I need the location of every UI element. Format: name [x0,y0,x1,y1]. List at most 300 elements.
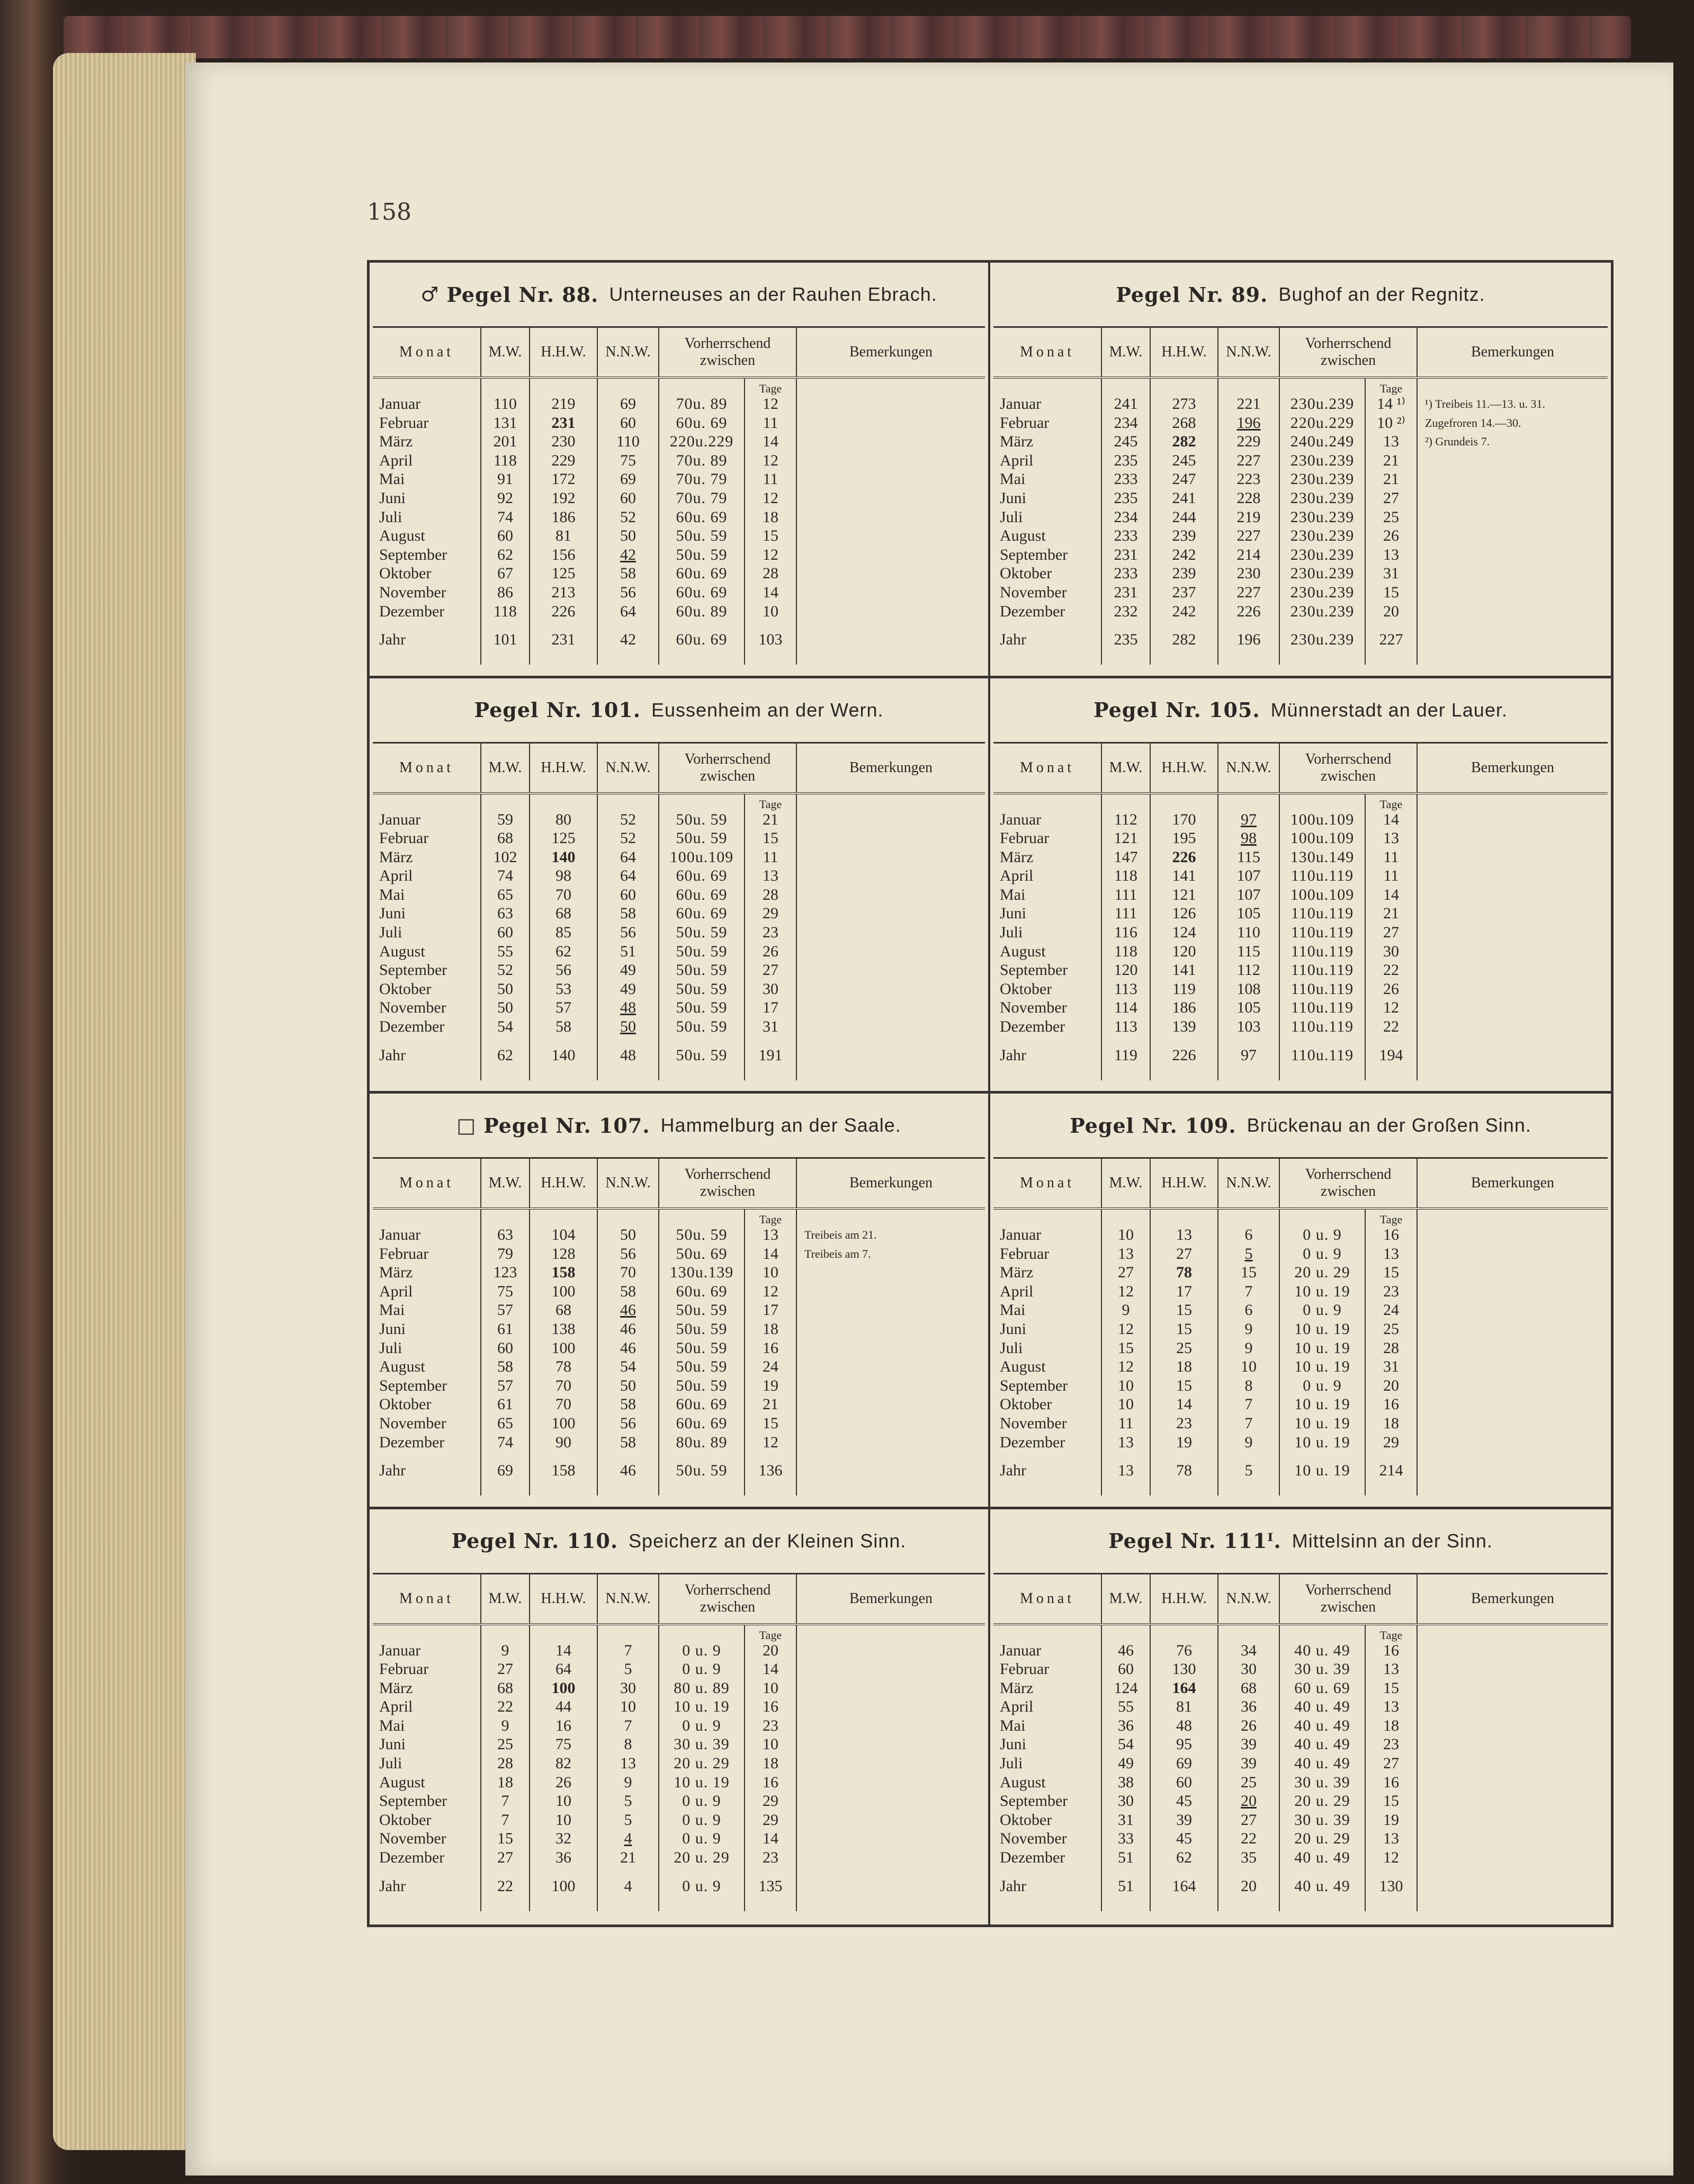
tage-subheader: Tage [759,1213,782,1226]
nnw-value: 58 [620,1433,636,1451]
hhw-column [1151,1210,1218,1496]
zwischen-value: 60u. 69 [676,867,728,885]
mw-column [481,1210,530,1496]
mw-column [481,1625,530,1911]
mw-value: 113 [1114,980,1137,998]
nnw-value: 64 [620,848,636,866]
nnw-value: 49 [620,961,636,979]
tage-value: 20 [1383,602,1399,620]
zwischen-value: 70u. 79 [676,489,728,507]
remarks-column [797,794,985,1080]
month-label: November [1000,999,1067,1017]
zwischen-value: 30 u. 39 [1294,1773,1350,1791]
tage-column [745,1625,797,1911]
hhw-value: 15 [1176,1301,1192,1319]
month-label: November [379,1830,446,1848]
tage-value: 16 [1383,1641,1399,1659]
month-label: Juli [1000,508,1023,526]
mw-value: 22 [497,1698,513,1716]
hhw-value: 14 [555,1641,571,1659]
zwischen-column [1280,1210,1366,1496]
month-label: April [379,867,413,885]
tage-value: 12 [763,1433,778,1451]
year-mw-value: 62 [497,1046,513,1064]
tage-value: 23 [1383,1735,1399,1753]
nnw-value: 115 [1237,942,1260,960]
nnw-value: 52 [620,810,636,828]
col-mw-header: M.W. [481,328,530,377]
zwischen-column [1280,379,1366,665]
nnw-value: 60 [620,489,636,507]
tage-value: 10 [763,602,778,620]
zwischen-value: 230u.239 [1290,489,1355,507]
month-label: März [379,433,413,451]
nnw-value: 52 [620,508,636,526]
hhw-value: 14 [1176,1395,1192,1413]
zwischen-value: 50u. 59 [676,924,728,942]
gauge-data-body [993,1210,1608,1496]
nnw-value: 6 [1244,1226,1253,1243]
tage-value: 18 [1383,1716,1399,1734]
zwischen-value: 40 u. 49 [1294,1755,1350,1773]
zwischen-column [659,794,745,1080]
nnw-value: 228 [1236,489,1261,507]
tage-value: 13 [763,1226,778,1243]
zwischen-value: 10 u. 19 [1294,1414,1350,1432]
tage-value: 28 [1383,1339,1399,1357]
nnw-value: 108 [1236,980,1261,998]
zwischen-value: 0 u. 9 [1303,1245,1342,1263]
month-label: November [1000,1830,1067,1848]
col-bemerkungen-header: Bemerkungen [1471,1175,1555,1191]
mw-value: 63 [497,1226,513,1243]
nnw-value: 56 [620,1245,636,1263]
nnw-value: 221 [1236,395,1261,413]
hhw-value: 95 [1176,1735,1192,1753]
nnw-value: 196 [1236,414,1261,432]
mw-value: 74 [497,1433,513,1451]
column-header-row [993,1574,1608,1625]
col-mw-header: M.W. [481,1574,530,1623]
mw-value: 13 [1118,1245,1134,1263]
hhw-value: 85 [555,924,571,942]
gauge-block [370,1509,990,1925]
mw-value: 75 [497,1282,513,1300]
zwischen-value: 110u.119 [1290,905,1354,923]
tage-subheader: Tage [759,1628,782,1642]
tage-value: 21 [1383,905,1399,923]
nnw-value: 21 [620,1849,636,1867]
tage-value: 24 [763,1358,778,1376]
remark-text: Treibeis am 21. [804,1228,877,1241]
tage-value: 16 [1383,1773,1399,1791]
col-hhw-header: H.H.W. [530,1574,598,1623]
mw-value: 61 [497,1395,513,1413]
month-label: September [379,1792,447,1810]
nnw-value: 60 [620,414,636,432]
zwischen-value: 110u.119 [1290,942,1354,960]
hhw-value: 57 [555,999,571,1017]
zwischen-value: 20 u. 29 [1294,1830,1350,1848]
gauge-number: Pegel Nr. 101. [474,698,641,722]
nnw-column [598,1210,659,1496]
tage-value: 21 [1383,470,1399,488]
mw-value: 114 [1114,999,1137,1017]
month-label: November [379,999,446,1017]
mw-column [481,794,530,1080]
hhw-value: 124 [1172,924,1196,942]
zwischen-value: 60u. 69 [676,583,728,601]
zwischen-value: 70u. 89 [676,451,728,469]
zwischen-value: 220u.229 [1290,414,1355,432]
zwischen-value: 50u. 59 [676,942,728,960]
nnw-value: 7 [624,1641,632,1659]
nnw-value: 226 [1236,602,1261,620]
hhw-value: 45 [1176,1792,1192,1810]
nnw-value: 50 [620,527,636,545]
gauge-number: Pegel Nr. 89. [1116,282,1268,307]
year-label: Jahr [1000,631,1026,649]
tage-value: 21 [1383,451,1399,469]
month-label: August [379,1358,425,1376]
month-column [993,1210,1102,1496]
hhw-value: 119 [1172,980,1196,998]
zwischen-value: 60 u. 69 [1294,1679,1350,1697]
tage-value: 15 [1383,1792,1399,1810]
mw-column [1102,1210,1151,1496]
col-bemerkungen-header: Bemerkungen [849,1175,933,1191]
year-nnw-value: 5 [1244,1462,1253,1480]
col-vorherrschend-header: Vorherrschend zwischen [659,1574,797,1623]
nnw-value: 227 [1236,527,1261,545]
col-nnw-header: N.N.W. [598,744,659,792]
zwischen-value: 20 u. 29 [674,1755,730,1773]
zwischen-value: 50u. 59 [676,1301,728,1319]
zwischen-value: 50u. 59 [676,810,728,828]
gauge-marker-icon: ♂ [420,283,440,306]
column-header-row [373,744,985,794]
month-label: Mai [1000,470,1026,488]
tage-column [1366,1210,1418,1496]
zwischen-value: 50u. 59 [676,1018,728,1036]
gauge-data-body [373,1210,985,1496]
mw-value: 241 [1114,395,1138,413]
tage-column [745,794,797,1080]
month-label: Juli [379,1755,402,1773]
tage-column [745,1210,797,1496]
mw-value: 79 [497,1245,513,1263]
zwischen-value: 10 u. 19 [674,1698,730,1716]
hhw-value: 121 [1172,885,1196,903]
hhw-value: 56 [555,961,571,979]
month-label: November [379,583,446,601]
mw-column [1102,1625,1151,1911]
mw-value: 9 [501,1641,509,1659]
tage-column [1366,1625,1418,1911]
year-nnw-value: 48 [620,1046,636,1064]
hhw-value: 247 [1172,470,1196,488]
month-label: März [1000,848,1034,866]
column-header-row [373,1159,985,1210]
zwischen-value: 50u. 59 [676,1226,728,1243]
zwischen-value: 10 u. 19 [1294,1339,1350,1357]
zwischen-value: 60u. 69 [676,885,728,903]
nnw-value: 50 [620,1376,636,1394]
remark-text: ¹) Treibeis 11.—13. u. 31. [1425,397,1546,410]
zwischen-value: 50u. 59 [676,527,728,545]
month-label: Oktober [379,1811,432,1829]
zwischen-value: 230u.239 [1290,470,1355,488]
gauge-block [370,1094,990,1509]
hhw-value: 15 [1176,1320,1192,1338]
tage-value: 16 [1383,1395,1399,1413]
zwischen-value: 230u.239 [1290,395,1355,413]
month-label: Februar [1000,414,1050,432]
zwischen-value: 0 u. 9 [682,1660,721,1678]
hhw-value: 244 [1172,508,1196,526]
nnw-value: 36 [1241,1698,1257,1716]
zwischen-value: 110u.119 [1290,867,1354,885]
month-label: September [1000,961,1068,979]
col-bemerkungen-header: Bemerkungen [849,1590,933,1607]
tage-value: 12 [763,451,778,469]
nnw-value: 46 [620,1301,636,1319]
tage-value: 13 [1383,829,1399,847]
remarks-column [797,1625,985,1911]
gauge-number: Pegel Nr. 107. [483,1113,650,1138]
gauge-number: Pegel Nr. 111ᴵ. [1108,1529,1281,1553]
hhw-value: 125 [551,829,576,847]
hhw-value: 76 [1176,1641,1192,1659]
tage-value: 31 [763,1018,778,1036]
col-nnw-header: N.N.W. [598,1159,659,1207]
gauge-place: Speicherz an der Kleinen Sinn. [629,1529,907,1552]
zwischen-value: 0 u. 9 [682,1716,721,1734]
year-tage-value: 130 [1379,1877,1403,1895]
month-label: August [379,942,425,960]
col-mw-header: M.W. [481,1159,530,1207]
zwischen-value: 0 u. 9 [1303,1226,1342,1243]
nnw-value: 30 [620,1679,636,1697]
month-label: Juni [379,1320,406,1338]
year-zwischen-value: 10 u. 19 [1294,1462,1350,1480]
zwischen-value: 10 u. 19 [1294,1282,1350,1300]
mw-value: 234 [1114,414,1138,432]
mw-value: 57 [497,1376,513,1394]
zwischen-value: 0 u. 9 [682,1811,721,1829]
month-label: August [1000,1358,1046,1376]
tage-value: 13 [1383,1245,1399,1263]
mw-column [481,379,530,665]
zwischen-value: 20 u. 29 [1294,1792,1350,1810]
col-hhw-header: H.H.W. [530,744,598,792]
month-column [373,379,481,665]
mw-value: 33 [1118,1830,1134,1848]
col-vorherrschend-header: Vorherrschend zwischen [1280,1574,1418,1623]
mw-value: 10 [1118,1395,1134,1413]
month-label: Dezember [1000,1018,1065,1036]
month-label: Januar [1000,1226,1042,1243]
tage-value: 15 [763,527,778,545]
hhw-value: 164 [1172,1679,1196,1697]
gauge-data-body [373,1625,985,1911]
zwischen-value: 50u. 69 [676,1245,728,1263]
tage-value: 23 [763,1849,778,1867]
hhw-value: 231 [551,414,576,432]
mw-value: 102 [493,848,517,866]
tage-value: 27 [1383,924,1399,942]
month-label: März [379,1679,413,1697]
gauge-data-body [373,794,985,1080]
gauge-title [373,263,985,328]
zwischen-value: 20 u. 29 [1294,1264,1350,1282]
tage-value: 16 [763,1773,778,1791]
year-zwischen-value: 50u. 59 [676,1046,728,1064]
col-nnw-header: N.N.W. [1218,1574,1280,1623]
month-label: Februar [379,1660,429,1678]
year-hhw-value: 164 [1172,1877,1196,1895]
col-mw-header: M.W. [1102,744,1151,792]
mw-value: 18 [497,1773,513,1791]
nnw-value: 227 [1236,451,1261,469]
tage-value: 15 [1383,583,1399,601]
tage-value: 12 [763,1282,778,1300]
nnw-value: 9 [624,1773,632,1791]
mw-value: 7 [501,1792,509,1810]
hhw-value: 100 [551,1339,576,1357]
month-label: Juli [1000,1339,1023,1357]
nnw-value: 7 [1244,1395,1253,1413]
hhw-value: 53 [555,980,571,998]
nnw-value: 39 [1241,1735,1257,1753]
month-label: April [1000,1698,1034,1716]
mw-value: 10 [1118,1226,1134,1243]
year-hhw-value: 226 [1172,1046,1196,1064]
tage-value: 23 [763,924,778,942]
month-label: April [1000,451,1034,469]
tage-value: 12 [1383,1849,1399,1867]
year-nnw-value: 196 [1236,631,1261,649]
zwischen-value: 60u. 69 [676,1282,728,1300]
year-hhw-value: 158 [551,1462,576,1480]
mw-value: 68 [497,829,513,847]
col-monat-header: Monat [993,1574,1102,1623]
zwischen-value: 10 u. 19 [1294,1320,1350,1338]
gauge-title [373,678,985,744]
hhw-value: 282 [1172,433,1196,451]
tage-value: 29 [763,1792,778,1810]
hhw-column [1151,379,1218,665]
tage-value: 26 [1383,980,1399,998]
mw-value: 112 [1114,810,1137,828]
gauge-block [990,263,1611,678]
month-label: März [1000,1264,1034,1282]
month-column [373,1210,481,1496]
nnw-value: 115 [1237,848,1260,866]
mw-value: 9 [1122,1301,1130,1319]
mw-value: 111 [1114,905,1137,923]
mw-value: 91 [497,470,513,488]
year-tage-value: 214 [1379,1462,1403,1480]
zwischen-value: 60u. 69 [676,1395,728,1413]
tage-value: 31 [1383,565,1399,583]
month-column [993,794,1102,1080]
nnw-value: 58 [620,1282,636,1300]
hhw-value: 16 [555,1716,571,1734]
gauge-title [993,678,1608,744]
year-nnw-value: 97 [1241,1046,1257,1064]
tage-value: 11 [1383,848,1399,866]
tage-subheader: Tage [1379,1628,1403,1642]
tage-value: 15 [763,1414,778,1432]
nnw-value: 35 [1241,1849,1257,1867]
gauge-place: Eussenheim an der Wern. [651,699,884,721]
tage-value: 16 [763,1339,778,1357]
month-label: September [379,1376,447,1394]
nnw-value: 98 [1241,829,1257,847]
tage-value: 18 [763,508,778,526]
mw-value: 54 [497,1018,513,1036]
tage-value: 14 [763,583,778,601]
mw-value: 121 [1114,829,1138,847]
col-bemerkungen-header: Bemerkungen [1471,1590,1555,1607]
hhw-value: 10 [555,1811,571,1829]
nnw-value: 15 [1241,1264,1257,1282]
month-label: April [379,451,413,469]
tage-value: 14 [763,433,778,451]
tage-value: 16 [763,1698,778,1716]
hhw-value: 100 [551,1679,576,1697]
mw-value: 116 [1114,924,1137,942]
mw-value: 120 [1114,961,1138,979]
tage-subheader: Tage [1379,382,1403,395]
nnw-value: 46 [620,1339,636,1357]
tage-value: 18 [763,1755,778,1773]
month-label: Oktober [1000,565,1052,583]
zwischen-value: 50u. 59 [676,1339,728,1357]
col-vorherrschend-header: Vorherrschend zwischen [1280,1159,1418,1207]
mw-value: 12 [1118,1282,1134,1300]
tage-value: 13 [1383,545,1399,563]
mw-value: 27 [497,1660,513,1678]
remarks-column [1418,794,1608,1080]
nnw-value: 13 [620,1755,636,1773]
mw-value: 54 [1118,1735,1134,1753]
nnw-value: 219 [1236,508,1261,526]
mw-value: 67 [497,565,513,583]
nnw-column [1218,794,1280,1080]
tage-value: 30 [763,980,778,998]
gauge-number: Pegel Nr. 105. [1094,698,1260,722]
month-label: Mai [379,470,405,488]
zwischen-value: 0 u. 9 [682,1792,721,1810]
mw-value: 30 [1118,1792,1134,1810]
gauge-block [990,1094,1611,1509]
remarks-column [797,379,985,665]
hhw-value: 213 [551,583,576,601]
month-label: September [379,961,447,979]
nnw-value: 9 [1244,1433,1253,1451]
col-monat-header: Monat [993,744,1102,792]
gauge-block [370,678,990,1094]
tage-value: 25 [1383,508,1399,526]
hhw-value: 64 [555,1660,571,1678]
tage-value: 17 [763,1301,778,1319]
hhw-value: 70 [555,885,571,903]
mw-value: 118 [494,451,517,469]
zwischen-value: 230u.239 [1290,451,1355,469]
col-hhw-header: H.H.W. [1151,1159,1218,1207]
